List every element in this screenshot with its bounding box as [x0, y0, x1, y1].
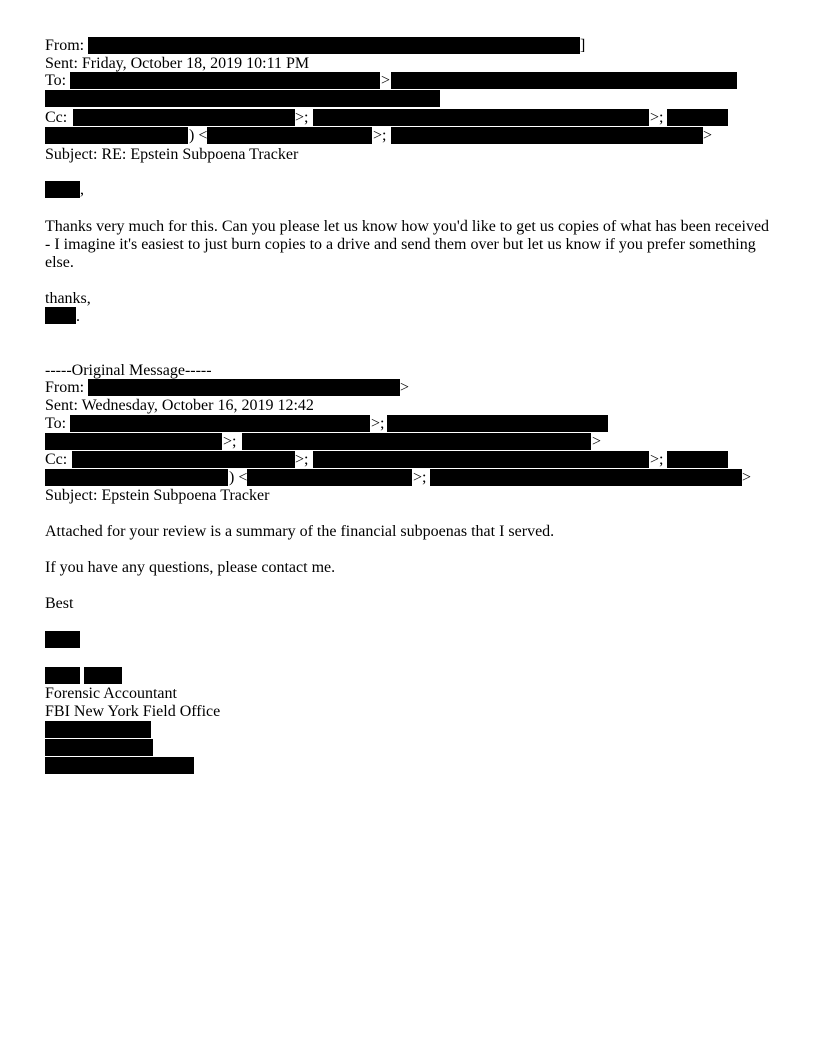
reply-cc-sep: >;	[295, 109, 309, 126]
reply-from-label: From:	[45, 37, 85, 54]
original-from-tail: >	[400, 379, 410, 396]
reply-subject-line: Subject: RE: Epstein Subpoena Tracker	[45, 146, 299, 163]
original-cc-sep: >;	[295, 451, 309, 468]
redaction-block	[667, 109, 728, 126]
reply-cc-sep: >;	[373, 127, 387, 144]
original-cc-sep: >;	[650, 451, 664, 468]
reply-sent-line: Sent: Friday, October 18, 2019 10:11 PM	[45, 55, 310, 72]
reply-body-line: else.	[45, 254, 74, 271]
original-body-line: If you have any questions, please contact me.	[45, 559, 336, 576]
redaction-block	[391, 127, 703, 144]
original-cc-sep: ) <	[229, 469, 248, 486]
reply-to-label: To:	[45, 72, 67, 89]
original-to-label: To:	[45, 415, 67, 432]
redaction-block	[70, 72, 380, 89]
original-from-label: From:	[45, 379, 85, 396]
original-cc-sep: >	[742, 469, 752, 486]
original-closing: Best	[45, 595, 74, 612]
redaction-block	[667, 451, 728, 468]
reply-from-tail: ]	[580, 37, 586, 54]
original-sent-line: Sent: Wednesday, October 16, 2019 12:42	[45, 397, 314, 414]
redaction-block	[72, 451, 295, 468]
redaction-block	[45, 667, 80, 684]
original-subject-line: Subject: Epstein Subpoena Tracker	[45, 487, 270, 504]
reply-cc-sep: >	[703, 127, 713, 144]
redaction-block	[70, 415, 370, 432]
redaction-block	[73, 109, 295, 126]
sign-punct: .	[76, 308, 80, 325]
original-cc-sep: >;	[413, 469, 427, 486]
original-body-line: Attached for your review is a summary of the financial subpoenas that I served.	[45, 523, 555, 540]
original-separator: -----Original Message-----	[45, 362, 212, 379]
redaction-block	[45, 90, 440, 107]
redaction-block	[313, 109, 649, 126]
reply-closing: thanks,	[45, 290, 91, 307]
reply-to-sep: >	[381, 72, 391, 89]
redaction-block	[45, 739, 153, 756]
redaction-block	[207, 127, 372, 144]
redaction-block	[45, 469, 228, 486]
redaction-block	[45, 307, 76, 324]
original-cc-label: Cc:	[45, 451, 68, 468]
redaction-block	[242, 433, 591, 450]
greeting-punct: ,	[80, 181, 84, 198]
reply-cc-sep: ) <	[189, 127, 208, 144]
redaction-block	[45, 127, 188, 144]
signature-office: FBI New York Field Office	[45, 703, 221, 720]
redaction-block	[313, 451, 649, 468]
reply-body-line: - I imagine it's easiest to just burn copies to a drive and send them over but let us know if you prefer something	[45, 236, 756, 253]
redaction-block	[45, 181, 80, 198]
reply-body-line: Thanks very much for this. Can you please let us know how you'd like to get us copies of what has been received	[45, 218, 770, 235]
redaction-block	[430, 469, 742, 486]
redaction-block	[84, 667, 122, 684]
reply-cc-sep: >;	[650, 109, 664, 126]
redaction-block	[45, 433, 222, 450]
original-to-sep: >	[592, 433, 602, 450]
original-to-sep: >;	[223, 433, 237, 450]
original-to-sep: >;	[371, 415, 385, 432]
redaction-block	[45, 631, 80, 648]
redaction-block	[247, 469, 412, 486]
redaction-block	[387, 415, 608, 432]
redaction-block	[88, 379, 400, 396]
redaction-block	[45, 757, 194, 774]
redaction-block	[45, 721, 151, 738]
redaction-block	[391, 72, 737, 89]
signature-title: Forensic Accountant	[45, 685, 177, 702]
redaction-block	[88, 37, 580, 54]
reply-cc-label: Cc:	[45, 109, 68, 126]
